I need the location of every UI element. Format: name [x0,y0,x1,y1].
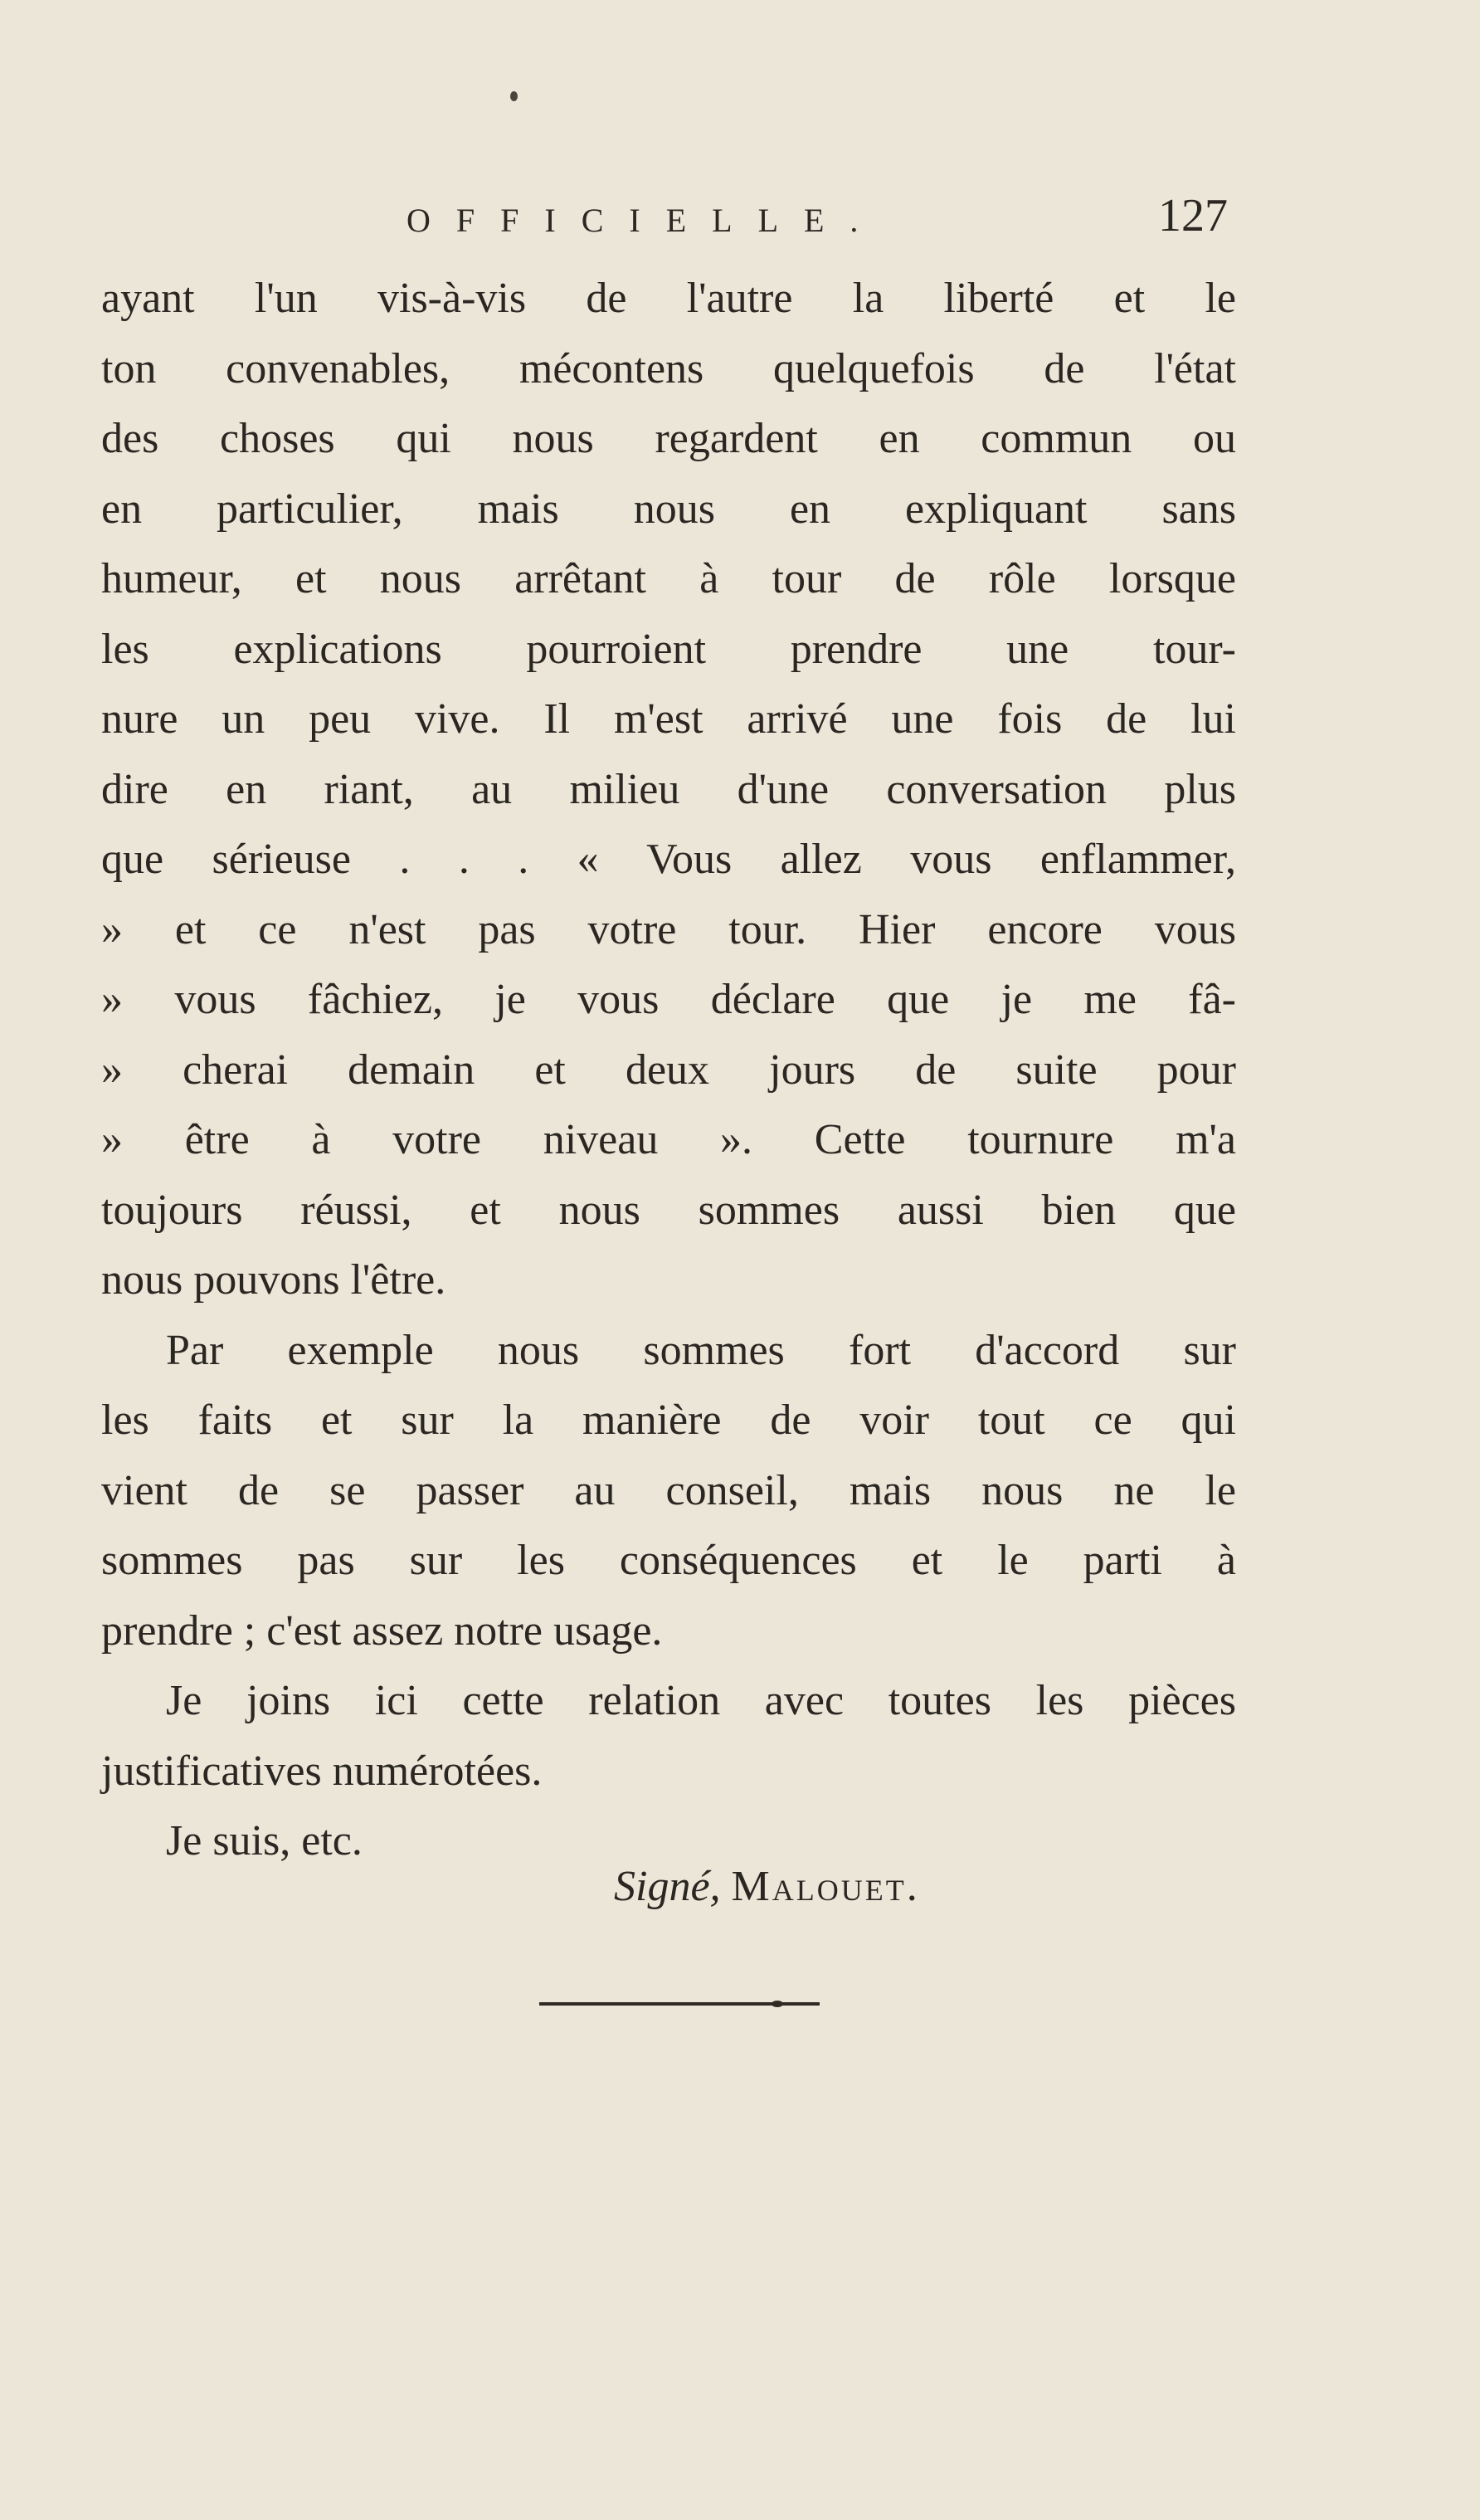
signatory-name: Malouet. [731,1863,920,1910]
closing-rule [539,2002,820,2006]
text-line: Par exemple nous sommes fort d'accord sur [166,1326,1236,1374]
signature [614,1852,920,1922]
page-header [100,189,1228,256]
signed-label: Signé, [614,1863,721,1910]
text-line: justificatives numérotées. [101,1747,543,1795]
text-line: Je joins ici cette relation avec toutes les pièces [166,1677,1236,1724]
text-line: nure un peu vive. Il m'est arrivé une fois de lui [101,695,1236,743]
text-line: ton convenables, mécontens quelquefois de l'état [101,344,1236,392]
text-line: que sérieuse . . . « Vous allez vous enflammer, [101,836,1236,883]
page-number: 127 [1158,190,1228,241]
text-line: dire en riant, au milieu d'une conversation plus [101,765,1236,813]
text-line: les explications pourroient prendre une tour- [101,625,1236,673]
text-line: ayant l'un vis-à-vis de l'autre la liberté et le [101,275,1236,322]
text-line: » cherai demain et deux jours de suite pour [101,1046,1236,1094]
body-text [101,264,1236,1877]
ink-speck [510,91,518,101]
text-line: » vous fâchiez, je vous déclare que je me fâ- [101,976,1236,1023]
running-head: OFFICIELLE. [407,202,884,239]
text-line: toujours réussi, et nous sommes aussi bien que [101,1186,1236,1234]
text-line: Je suis, etc. [166,1817,363,1864]
text-line: vient de se passer au conseil, mais nous ne le [101,1466,1236,1514]
text-line: humeur, et nous arrêtant à tour de rôle lorsque [101,555,1236,602]
text-line: les faits et sur la manière de voir tout ce qui [101,1396,1236,1444]
text-line: sommes pas sur les conséquences et le parti à [101,1537,1236,1584]
text-line: en particulier, mais nous en expliquant sans [101,485,1236,533]
text-line: » et ce n'est pas votre tour. Hier encore vous [101,905,1236,953]
text-line: des choses qui nous regardent en commun ou [101,415,1236,462]
text-line: » être à votre niveau ». Cette tournure m'a [101,1116,1236,1163]
text-line: prendre ; c'est assez notre usage. [101,1606,663,1655]
text-line: nous pouvons l'être. [101,1256,446,1304]
